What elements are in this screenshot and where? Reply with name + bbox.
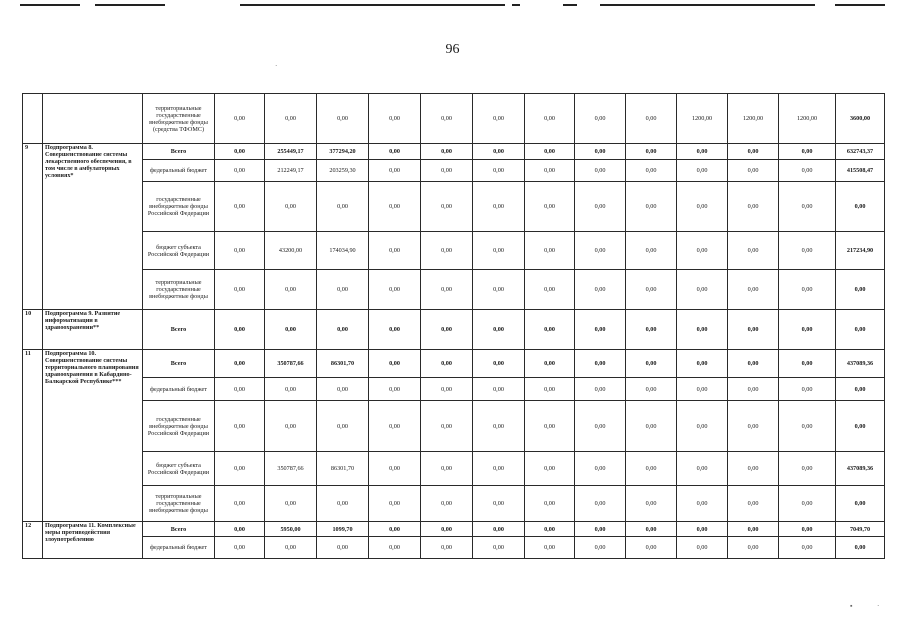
value-cell: 0,00 [473, 182, 525, 232]
value-cell: 0,00 [779, 182, 836, 232]
value-cell: 0,00 [473, 486, 525, 522]
value-cell: 0,00 [525, 310, 575, 350]
value-cell: 0,00 [265, 378, 317, 401]
total-value-cell: 0,00 [836, 182, 885, 232]
value-cell: 0,00 [421, 378, 473, 401]
value-cell: 0,00 [525, 94, 575, 144]
value-cell: 0,00 [575, 452, 626, 486]
value-cell: 0,00 [215, 232, 265, 270]
value-cell: 0,00 [525, 378, 575, 401]
value-cell: 0,00 [779, 486, 836, 522]
value-cell: 0,00 [473, 522, 525, 537]
value-cell: 0,00 [473, 144, 525, 160]
scan-speck: ▪ [850, 602, 853, 610]
value-cell: 0,00 [779, 350, 836, 378]
table-row [23, 537, 885, 559]
value-cell: 86301,70 [317, 452, 369, 486]
value-cell: 0,00 [575, 232, 626, 270]
value-cell: 0,00 [215, 350, 265, 378]
header-rule [512, 4, 520, 6]
value-cell: 0,00 [473, 401, 525, 452]
total-value-cell: 0,00 [836, 310, 885, 350]
value-cell: 0,00 [473, 232, 525, 270]
value-cell: 0,00 [779, 401, 836, 452]
value-cell: 0,00 [779, 232, 836, 270]
value-cell: 350787,66 [265, 350, 317, 378]
value-cell: 0,00 [575, 94, 626, 144]
value-cell: 0,00 [473, 160, 525, 182]
value-cell: 0,00 [677, 182, 728, 232]
value-cell: 0,00 [215, 452, 265, 486]
value-cell: 0,00 [728, 378, 779, 401]
value-cell: 0,00 [525, 232, 575, 270]
header-rule [240, 4, 505, 6]
value-cell: 0,00 [525, 270, 575, 310]
table-row [23, 486, 885, 522]
value-cell: 0,00 [369, 144, 421, 160]
value-cell: 0,00 [525, 452, 575, 486]
value-cell: 0,00 [215, 270, 265, 310]
table-row [23, 94, 885, 144]
subprogram-name-cell: Подпрограмма 10. Совершенствование системы территориального планирования здравоохранения в Кабардино-Балкарской Республике*** [43, 350, 143, 522]
value-cell: 0,00 [525, 182, 575, 232]
table-row [23, 232, 885, 270]
value-cell: 0,00 [421, 401, 473, 452]
value-cell: 0,00 [317, 378, 369, 401]
value-cell: 0,00 [215, 144, 265, 160]
value-cell: 0,00 [779, 452, 836, 486]
value-cell: 5950,00 [265, 522, 317, 537]
table-row [23, 522, 885, 537]
value-cell: 0,00 [421, 350, 473, 378]
value-cell: 0,00 [779, 522, 836, 537]
value-cell: 0,00 [317, 310, 369, 350]
total-value-cell: 0,00 [836, 401, 885, 452]
value-cell: 0,00 [677, 401, 728, 452]
value-cell: 0,00 [421, 522, 473, 537]
value-cell: 0,00 [215, 522, 265, 537]
funding-source-cell: территориальные государственные внебюджетные фонды [143, 486, 215, 522]
funding-source-cell: территориальные государственные внебюджетные фонды [143, 270, 215, 310]
value-cell: 0,00 [525, 522, 575, 537]
value-cell: 0,00 [626, 182, 677, 232]
value-cell: 0,00 [473, 537, 525, 559]
value-cell: 0,00 [369, 452, 421, 486]
subprogram-name-cell: Подпрограмма 9. Развитие информатизации в здравоохранении** [43, 310, 143, 350]
value-cell: 0,00 [369, 182, 421, 232]
value-cell: 0,00 [369, 522, 421, 537]
value-cell: 0,00 [215, 537, 265, 559]
table-row [23, 350, 885, 378]
value-cell: 0,00 [473, 310, 525, 350]
value-cell: 0,00 [677, 522, 728, 537]
value-cell: 0,00 [369, 270, 421, 310]
funding-table [22, 93, 885, 559]
row-number-cell: 12 [23, 522, 43, 559]
value-cell: 0,00 [317, 94, 369, 144]
value-cell: 0,00 [728, 522, 779, 537]
value-cell: 0,00 [728, 310, 779, 350]
value-cell: 0,00 [677, 232, 728, 270]
total-value-cell: 632743,37 [836, 144, 885, 160]
value-cell: 0,00 [728, 537, 779, 559]
table-row [23, 182, 885, 232]
value-cell: 255449,17 [265, 144, 317, 160]
subprogram-name-cell: Подпрограмма 11. Комплексные меры противодействия злоупотреблению [43, 522, 143, 559]
value-cell: 0,00 [265, 310, 317, 350]
value-cell: 0,00 [421, 486, 473, 522]
value-cell: 0,00 [369, 486, 421, 522]
value-cell: 0,00 [265, 270, 317, 310]
value-cell: 350787,66 [265, 452, 317, 486]
value-cell: 0,00 [369, 537, 421, 559]
value-cell: 0,00 [215, 401, 265, 452]
table-row [23, 144, 885, 160]
total-value-cell: 0,00 [836, 537, 885, 559]
value-cell: 0,00 [575, 182, 626, 232]
table-row [23, 160, 885, 182]
value-cell: 0,00 [626, 537, 677, 559]
subprogram-name-cell [43, 94, 143, 144]
funding-source-cell: территориальные государственные внебюджетные фонды (средства ТФОМС) [143, 94, 215, 144]
value-cell: 0,00 [677, 486, 728, 522]
value-cell: 0,00 [728, 401, 779, 452]
value-cell: 0,00 [265, 537, 317, 559]
value-cell: 0,00 [473, 94, 525, 144]
value-cell: 0,00 [728, 270, 779, 310]
table-row [23, 270, 885, 310]
value-cell: 0,00 [575, 144, 626, 160]
row-number-cell: 11 [23, 350, 43, 522]
total-value-cell: 217234,90 [836, 232, 885, 270]
value-cell: 0,00 [677, 270, 728, 310]
subprogram-name-cell: Подпрограмма 8. Совершенствование системы лекарственного обеспечения, в том числе в амбулаторных условиях* [43, 144, 143, 310]
value-cell: 0,00 [575, 522, 626, 537]
value-cell: 0,00 [728, 486, 779, 522]
value-cell: 0,00 [677, 452, 728, 486]
funding-source-cell: Всего [143, 310, 215, 350]
funding-source-cell: бюджет субъекта Российской Федерации [143, 232, 215, 270]
value-cell: 0,00 [265, 94, 317, 144]
value-cell: 0,00 [265, 486, 317, 522]
value-cell: 1200,00 [677, 94, 728, 144]
value-cell: 0,00 [317, 401, 369, 452]
value-cell: 0,00 [525, 537, 575, 559]
value-cell: 1200,00 [728, 94, 779, 144]
total-value-cell: 0,00 [836, 270, 885, 310]
value-cell: 0,00 [215, 160, 265, 182]
value-cell: 0,00 [473, 452, 525, 486]
value-cell: 0,00 [728, 232, 779, 270]
value-cell: 0,00 [525, 350, 575, 378]
value-cell: 0,00 [369, 350, 421, 378]
value-cell: 0,00 [677, 160, 728, 182]
value-cell: 0,00 [575, 160, 626, 182]
value-cell: 0,00 [473, 378, 525, 401]
value-cell: 0,00 [626, 486, 677, 522]
value-cell: 0,00 [779, 378, 836, 401]
value-cell: 0,00 [779, 144, 836, 160]
value-cell: 0,00 [677, 378, 728, 401]
value-cell: 0,00 [215, 310, 265, 350]
value-cell: 0,00 [626, 232, 677, 270]
row-number-cell [23, 94, 43, 144]
value-cell: 0,00 [677, 310, 728, 350]
value-cell: 0,00 [575, 537, 626, 559]
value-cell: 0,00 [626, 378, 677, 401]
funding-source-cell: федеральный бюджет [143, 378, 215, 401]
total-value-cell: 437089,36 [836, 452, 885, 486]
value-cell: 0,00 [728, 144, 779, 160]
header-rule [20, 4, 80, 6]
value-cell: 0,00 [626, 144, 677, 160]
funding-source-cell: федеральный бюджет [143, 160, 215, 182]
header-rule [600, 4, 815, 6]
scan-speck: · [275, 62, 278, 70]
row-number-cell: 9 [23, 144, 43, 310]
total-value-cell: 0,00 [836, 378, 885, 401]
value-cell: 0,00 [575, 401, 626, 452]
funding-source-cell: государственные внебюджетные фонды Российской Федерации [143, 182, 215, 232]
value-cell: 0,00 [575, 350, 626, 378]
funding-source-cell: бюджет субъекта Российской Федерации [143, 452, 215, 486]
value-cell: 0,00 [317, 270, 369, 310]
header-rule [835, 4, 885, 6]
value-cell: 174034,90 [317, 232, 369, 270]
value-cell: 1200,00 [779, 94, 836, 144]
value-cell: 0,00 [728, 182, 779, 232]
value-cell: 0,00 [369, 232, 421, 270]
value-cell: 0,00 [779, 160, 836, 182]
value-cell: 0,00 [473, 350, 525, 378]
value-cell: 0,00 [525, 401, 575, 452]
funding-source-cell: государственные внебюджетные фонды Российской Федерации [143, 401, 215, 452]
value-cell: 0,00 [626, 350, 677, 378]
funding-source-cell: Всего [143, 144, 215, 160]
total-value-cell: 437089,36 [836, 350, 885, 378]
total-value-cell: 7049,70 [836, 522, 885, 537]
value-cell: 0,00 [369, 310, 421, 350]
page-number: 96 [445, 42, 460, 57]
row-number-cell: 10 [23, 310, 43, 350]
value-cell: 0,00 [369, 378, 421, 401]
value-cell: 0,00 [525, 160, 575, 182]
value-cell: 0,00 [525, 486, 575, 522]
value-cell: 0,00 [421, 182, 473, 232]
value-cell: 0,00 [421, 537, 473, 559]
value-cell: 43200,00 [265, 232, 317, 270]
value-cell: 0,00 [677, 144, 728, 160]
value-cell: 0,00 [677, 350, 728, 378]
value-cell: 1099,70 [317, 522, 369, 537]
value-cell: 0,00 [728, 160, 779, 182]
value-cell: 0,00 [626, 160, 677, 182]
value-cell: 0,00 [369, 94, 421, 144]
header-rule [95, 4, 165, 6]
value-cell: 0,00 [265, 182, 317, 232]
total-value-cell: 415508,47 [836, 160, 885, 182]
value-cell: 0,00 [421, 452, 473, 486]
value-cell: 0,00 [626, 401, 677, 452]
value-cell: 0,00 [626, 522, 677, 537]
funding-source-cell: Всего [143, 522, 215, 537]
value-cell: 377294,20 [317, 144, 369, 160]
value-cell: 0,00 [215, 378, 265, 401]
value-cell: 0,00 [421, 310, 473, 350]
funding-source-cell: федеральный бюджет [143, 537, 215, 559]
value-cell: 0,00 [575, 378, 626, 401]
value-cell: 0,00 [369, 160, 421, 182]
value-cell: 0,00 [369, 401, 421, 452]
value-cell: 0,00 [626, 452, 677, 486]
value-cell: 0,00 [525, 144, 575, 160]
value-cell: 0,00 [626, 94, 677, 144]
value-cell: 0,00 [575, 310, 626, 350]
value-cell: 86301,70 [317, 350, 369, 378]
value-cell: 0,00 [215, 486, 265, 522]
header-rule [563, 4, 577, 6]
value-cell: 0,00 [421, 232, 473, 270]
value-cell: 0,00 [626, 310, 677, 350]
value-cell: 0,00 [421, 270, 473, 310]
value-cell: 0,00 [265, 401, 317, 452]
value-cell: 0,00 [626, 270, 677, 310]
value-cell: 0,00 [677, 537, 728, 559]
value-cell: 212249,17 [265, 160, 317, 182]
value-cell: 0,00 [575, 486, 626, 522]
value-cell: 203259,30 [317, 160, 369, 182]
total-value-cell: 0,00 [836, 486, 885, 522]
table-row [23, 310, 885, 350]
value-cell: 0,00 [728, 350, 779, 378]
funding-source-cell: Всего [143, 350, 215, 378]
value-cell: 0,00 [421, 160, 473, 182]
value-cell: 0,00 [779, 310, 836, 350]
value-cell: 0,00 [421, 144, 473, 160]
table-row [23, 452, 885, 486]
table-row [23, 378, 885, 401]
value-cell: 0,00 [215, 182, 265, 232]
value-cell: 0,00 [728, 452, 779, 486]
value-cell: 0,00 [421, 94, 473, 144]
value-cell: 0,00 [473, 270, 525, 310]
scan-speck: · [877, 602, 880, 610]
value-cell: 0,00 [575, 270, 626, 310]
value-cell: 0,00 [779, 537, 836, 559]
value-cell: 0,00 [317, 486, 369, 522]
value-cell: 0,00 [317, 537, 369, 559]
table-row [23, 401, 885, 452]
value-cell: 0,00 [215, 94, 265, 144]
value-cell: 0,00 [779, 270, 836, 310]
total-value-cell: 3600,00 [836, 94, 885, 144]
value-cell: 0,00 [317, 182, 369, 232]
